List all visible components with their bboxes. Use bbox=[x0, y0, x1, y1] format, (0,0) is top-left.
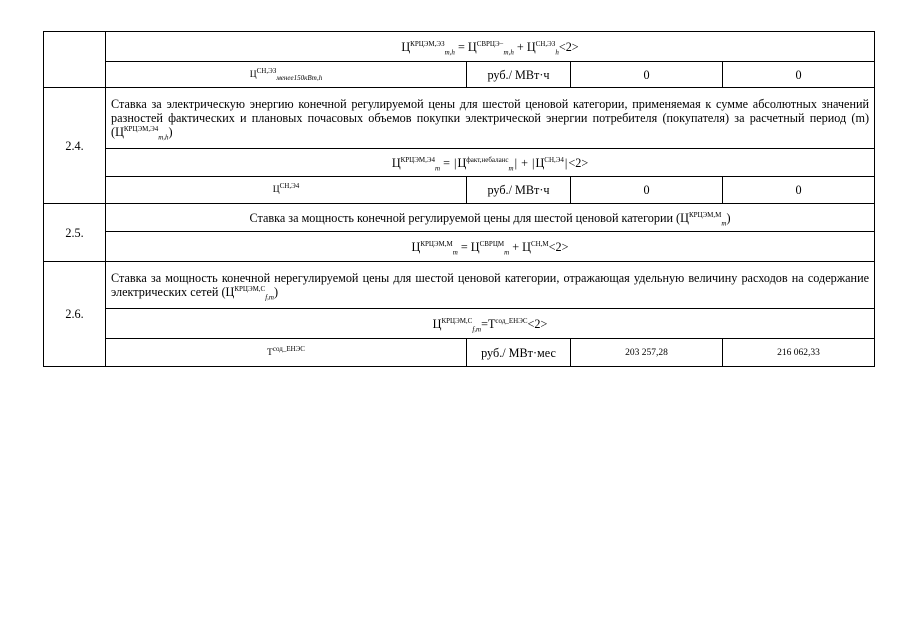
formula-cell bbox=[106, 309, 875, 339]
value-cell: 216 062,33 bbox=[723, 339, 875, 367]
data-row bbox=[44, 339, 875, 367]
formula: $Ц^{КРЦЭМ,Э4}_m = |Ц^{факт,небаланс}_m| + |Ц^{СН,Э4}|<2>$ bbox=[391, 155, 589, 172]
value-cell: 0 bbox=[723, 62, 875, 88]
section-row bbox=[44, 262, 875, 309]
formula-row bbox=[44, 32, 875, 62]
formula-row bbox=[44, 232, 875, 262]
section-row bbox=[44, 204, 875, 232]
formula-row bbox=[44, 309, 875, 339]
section-row bbox=[44, 88, 875, 149]
row-number-cell: 2.4. bbox=[44, 88, 106, 204]
formula-row bbox=[44, 149, 875, 177]
data-row bbox=[44, 62, 875, 88]
unit-cell: руб./ МВт·ч bbox=[467, 62, 571, 88]
row-number-cell bbox=[44, 32, 106, 88]
formula-cell bbox=[106, 149, 875, 177]
parameter-label: $Ц^{СН,ЭЗ}_{менее150кВт,h}$ bbox=[106, 62, 467, 88]
formula-cell bbox=[106, 32, 875, 62]
data-row bbox=[44, 177, 875, 204]
formula: $Ц^{КРЦЭМ,С}_{f,m}=Т^{сод\_ЕНЭС}<2>$ bbox=[432, 316, 548, 333]
value-cell: 0 bbox=[723, 177, 875, 204]
row-number-cell: 2.6. bbox=[44, 262, 106, 367]
section-description: Ставка за мощность конечной регулируемой цены для шестой ценовой категории $(Ц^{КРЦЭМ,М}_m)$ bbox=[106, 204, 875, 232]
value-cell: 203 257,28 bbox=[571, 339, 723, 367]
formula-cell bbox=[106, 232, 875, 262]
value-cell: 0 bbox=[571, 177, 723, 204]
tariff-table bbox=[43, 31, 875, 367]
parameter-label: $Т^{сод\_ЕНЭС}$ bbox=[106, 339, 467, 367]
value-cell: 0 bbox=[571, 62, 723, 88]
unit-cell: руб./ МВт·мес bbox=[467, 339, 571, 367]
formula: $Ц^{КРЦЭМ,ЭЗ}_{m,h} = Ц^{СВРЦЭ-}_{m,h} + Ц^{СН,ЭЗ}_h<2>$ bbox=[401, 39, 579, 56]
section-description: Ставка за мощность конечной нерегулируемой цены для шестой ценовой категории, отражающая удельную величину расходов на содержание электрических сетей $(Ц^{КРЦЭМ,С}_{f,m})$ bbox=[106, 262, 875, 309]
section-description: Ставка за электрическую энергию конечной регулируемой цены для шестой ценовой категории, применяемая к сумме абсолютных значений разностей фактических и плановых почасовых объемов покупки электрической энергии потребителя (покупателя) за расчетный период (m) $(Ц^{КРЦЭМ,Э4}_{m,h})$ bbox=[106, 88, 875, 149]
unit-cell: руб./ МВт·ч bbox=[467, 177, 571, 204]
parameter-label: $Ц^{СН,Э4}$ bbox=[106, 177, 467, 204]
row-number-cell: 2.5. bbox=[44, 204, 106, 262]
formula: $Ц^{КРЦЭМ,М}_m = Ц^{СВРЦМ}_m + Ц^{СН,М}<2>$ bbox=[411, 239, 569, 256]
